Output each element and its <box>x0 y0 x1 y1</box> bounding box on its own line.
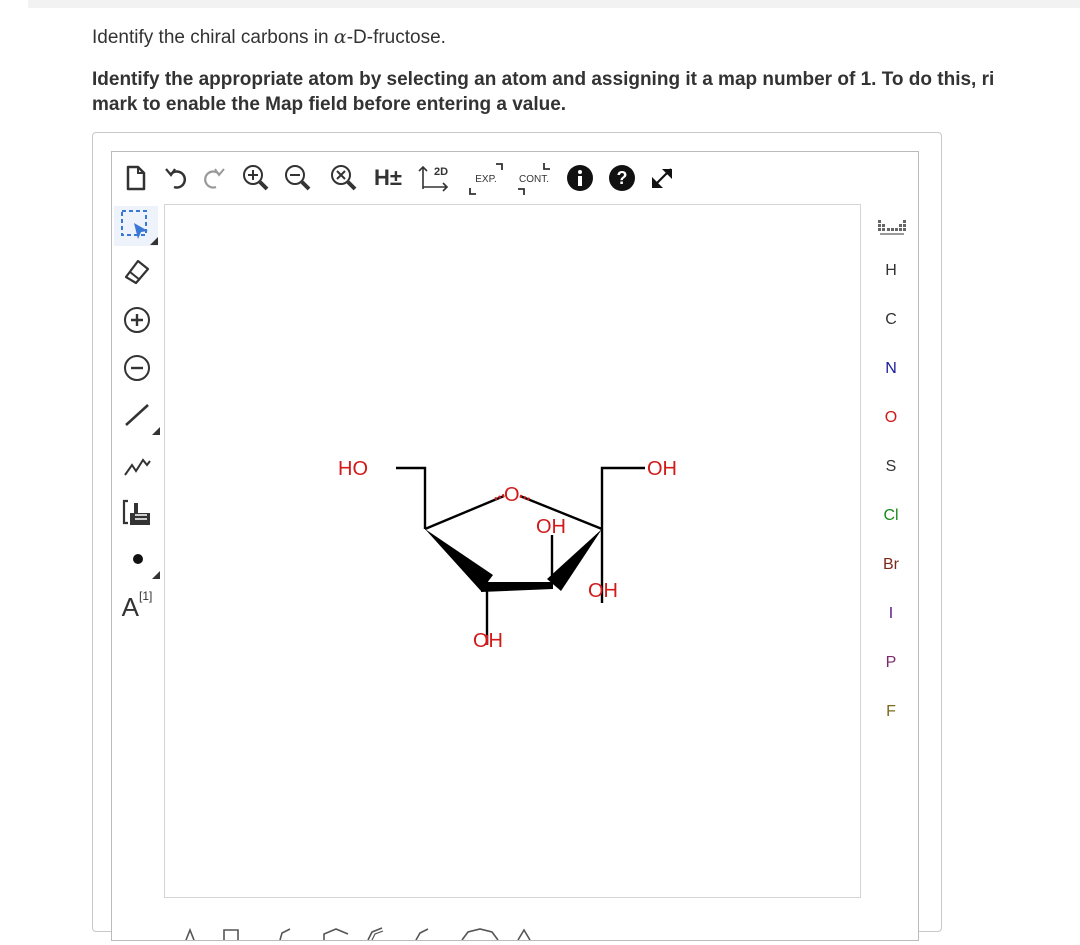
label-oh-c3: OH <box>536 516 566 538</box>
zoom-reset-button[interactable] <box>328 162 360 194</box>
map-tool-letter: A <box>121 591 139 622</box>
element-p-button[interactable]: P <box>885 654 897 671</box>
layout-2d-button[interactable] <box>416 162 458 194</box>
cyclopropane-icon[interactable] <box>186 930 194 940</box>
svg-text:?: ? <box>616 168 628 188</box>
contract-button[interactable] <box>512 162 556 194</box>
periodic-table-icon <box>878 218 908 236</box>
chain-icon <box>122 451 152 481</box>
benzene-inner-icon <box>372 931 383 940</box>
top-toolbar <box>112 152 918 204</box>
new-document-icon <box>125 165 147 191</box>
expand-button[interactable] <box>464 162 508 194</box>
wedge-c4-c3 <box>481 582 553 592</box>
element-n-button[interactable]: N <box>885 360 897 377</box>
negative-charge-button[interactable] <box>118 348 156 388</box>
label-oh-c2: OH <box>588 580 618 602</box>
minus-charge-icon <box>122 353 152 383</box>
periodic-table-button[interactable] <box>878 218 908 241</box>
rectangle-select-icon <box>114 205 158 247</box>
label-ho-left: HO <box>338 458 368 480</box>
left-toolbar <box>112 204 160 942</box>
redo-button[interactable] <box>198 162 230 194</box>
fullscreen-button[interactable] <box>646 162 678 194</box>
zoom-out-icon <box>283 163 313 193</box>
molecule-editor <box>92 132 942 932</box>
cyclopentane-icon[interactable] <box>280 929 290 940</box>
wedge-c5-c4 <box>425 529 493 591</box>
redo-icon <box>201 166 227 190</box>
label-oh-right: OH <box>647 458 677 480</box>
hydrogen-toggle-label: H± <box>374 165 402 190</box>
cyclooctane-icon[interactable] <box>462 929 498 940</box>
more-templates-icon[interactable] <box>518 930 530 940</box>
element-o-button[interactable]: O <box>884 409 898 426</box>
eraser-tool-button[interactable] <box>118 250 156 290</box>
info-button[interactable] <box>564 162 596 194</box>
plus-charge-icon <box>122 305 152 335</box>
element-h-button[interactable]: H <box>885 262 897 279</box>
cyclobutane-icon[interactable] <box>224 930 238 940</box>
contract-label: CONT. <box>519 173 549 185</box>
element-panel <box>864 204 918 942</box>
eraser-icon <box>122 255 152 285</box>
hydrogen-toggle-button[interactable] <box>368 162 408 194</box>
template-tool-button[interactable] <box>118 492 156 532</box>
bottom-toolbar <box>112 900 918 940</box>
atom-tool-button[interactable] <box>118 540 160 580</box>
label-ring-oxygen: O <box>504 484 520 506</box>
editor-frame <box>111 151 919 941</box>
left-ch2oh-bond <box>396 468 425 529</box>
bracket-template-icon <box>120 495 154 529</box>
element-br-button[interactable]: Br <box>883 556 899 573</box>
zoom-in-icon <box>241 163 271 193</box>
ring-templates[interactable] <box>112 900 918 940</box>
undo-button[interactable] <box>160 162 192 194</box>
select-tool-button[interactable] <box>114 206 158 246</box>
zoom-reset-icon <box>329 163 359 193</box>
right-ch2oh-bond <box>602 468 645 529</box>
molecule-structure[interactable] <box>165 205 862 899</box>
single-bond-icon <box>118 395 160 437</box>
fullscreen-icon <box>647 163 677 193</box>
info-icon <box>565 163 595 193</box>
chain-tool-button[interactable] <box>118 446 156 486</box>
zoom-out-button[interactable] <box>282 162 314 194</box>
instruction-text: Identify the appropriate atom by selecting an atom and assigning it a map number of 1. To do this, ri mark to enable the Map field before entering a value. <box>92 69 995 115</box>
help-icon <box>607 163 637 193</box>
help-button[interactable] <box>606 162 638 194</box>
question-text: Identify the chiral carbons in α-D-fructose. <box>92 26 446 48</box>
bond-tool-button[interactable] <box>118 396 160 436</box>
new-document-button[interactable] <box>120 162 152 194</box>
element-c-button[interactable]: C <box>885 311 897 328</box>
element-s-button[interactable]: S <box>885 458 897 475</box>
zoom-in-button[interactable] <box>240 162 272 194</box>
positive-charge-button[interactable] <box>118 300 156 340</box>
element-i-button[interactable]: I <box>888 605 894 622</box>
cycloheptane-icon[interactable] <box>416 929 428 940</box>
cyclohexane-icon[interactable] <box>324 929 348 940</box>
expand-label: EXP. <box>475 173 497 185</box>
layout-2d-label: 2D <box>434 166 449 178</box>
ring-bond-c5-o <box>425 496 504 529</box>
atom-dot-icon <box>118 539 160 581</box>
page-top-bar <box>28 0 1080 8</box>
element-f-button[interactable]: F <box>886 703 896 720</box>
element-cl-button[interactable]: Cl <box>883 507 899 524</box>
map-number-tool-button[interactable] <box>118 582 156 622</box>
drawing-canvas[interactable] <box>164 204 861 898</box>
label-oh-c4: OH <box>473 630 503 652</box>
undo-icon <box>163 166 189 190</box>
map-tool-superscript: [1] <box>139 589 153 603</box>
